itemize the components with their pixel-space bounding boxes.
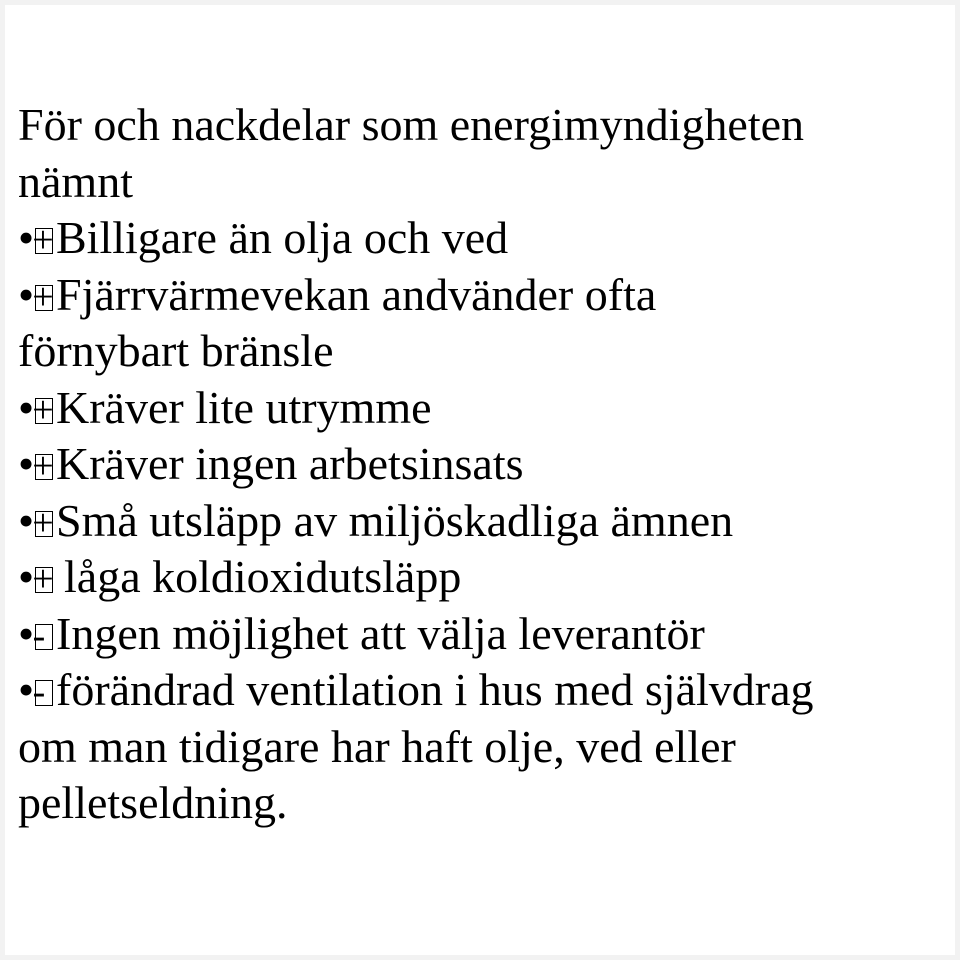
bullet-icon: • (18, 494, 35, 546)
document-body (18, 97, 918, 832)
list-item (18, 549, 918, 606)
list-item-text: Kräver ingen arbetsinsats (56, 438, 524, 489)
list-item-text: Små utsläpp av miljöskadliga ämnen (56, 494, 734, 546)
list-item (18, 606, 918, 663)
plus-box-icon: + (32, 445, 54, 487)
list-item-text: Fjärrvärmevekan andvänder ofta (56, 268, 657, 320)
list-item (18, 493, 918, 550)
list-item (18, 436, 918, 493)
list-item-text: låga koldioxidutsläpp (64, 551, 462, 602)
list-item-continuation: förnybart bränsle (18, 325, 334, 376)
plus-box-icon: + (32, 388, 54, 431)
bullet-icon: • (18, 607, 35, 659)
document-page (5, 5, 955, 955)
list-item (18, 210, 918, 267)
bullet-icon: • (18, 212, 35, 263)
list-item-text: förändrad ventilation i hus med självdrag (56, 664, 814, 715)
bullet-icon: • (18, 381, 35, 433)
list-item-continuation: pelletseldning. (18, 777, 288, 828)
heading-line-2: nämnt (18, 155, 133, 207)
list-item (18, 662, 918, 719)
list-item (18, 267, 918, 324)
minus-box-icon: - (32, 676, 54, 708)
heading-line-1: För och nackdelar som energimyndigheten (18, 99, 805, 150)
minus-box-icon: - (32, 620, 54, 652)
bullet-icon: • (18, 664, 35, 715)
list-item-text: Kräver lite utrymme (56, 381, 432, 433)
list-item-text: Billigare än olja och ved (56, 212, 509, 263)
plus-box-icon: + (32, 219, 54, 261)
plus-box-icon: + (32, 275, 54, 318)
list-item-text: Ingen möjlighet att välja leverantör (56, 607, 705, 659)
plus-box-icon: + (32, 558, 54, 600)
list-item (18, 380, 918, 437)
bullet-icon: • (18, 551, 35, 602)
bullet-icon: • (18, 438, 35, 489)
plus-box-icon: + (32, 501, 54, 544)
bullet-icon: • (18, 268, 35, 320)
list-item-continuation: om man tidigare har haft olje, ved eller (18, 720, 736, 772)
